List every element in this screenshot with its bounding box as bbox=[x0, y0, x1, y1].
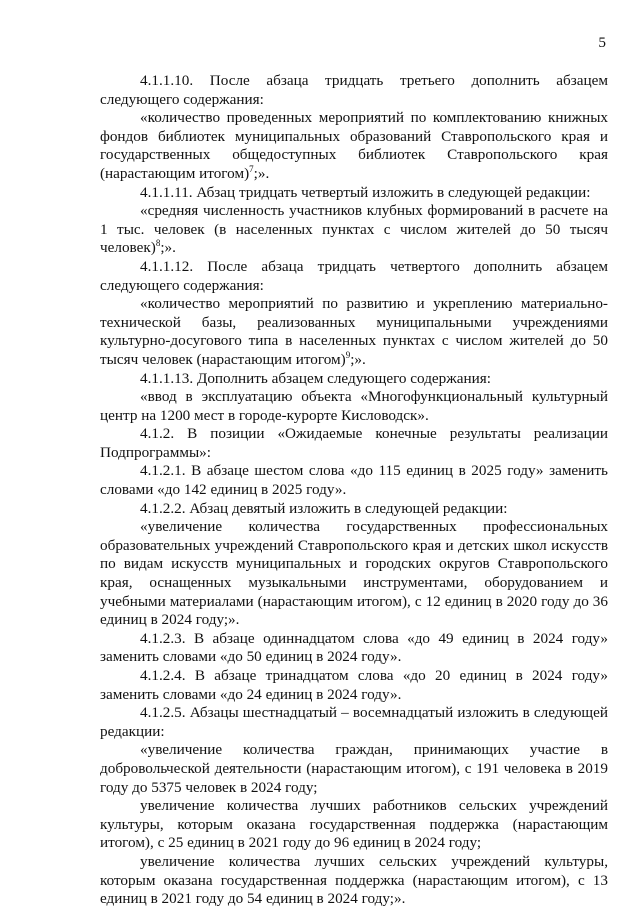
paragraph-text: «увеличение количества государственных профессиональных образовательных учреждений Ставропольского края и детских школ искусств по видам искусств муниципальных и городских округов Ставропольского края, оснащенных музыкальными инструментами, оборудованием и учебными материалами (нарастающим итогом), с 12 единиц в 2020 году до 36 единиц в 2024 году;». bbox=[100, 518, 608, 629]
quote-cultural-center bbox=[100, 388, 608, 425]
paragraph-4-1-1-10 bbox=[100, 72, 608, 109]
quote-books-fund bbox=[100, 109, 608, 183]
paragraph-tail: ;». bbox=[253, 164, 270, 182]
paragraph-text: 4.1.1.11. Абзац тридцать четвертый изложить в следующей редакции: bbox=[140, 183, 591, 201]
paragraph-4-1-1-12 bbox=[100, 258, 608, 295]
paragraph-text: увеличение количества лучших сельских учреждений культуры, которым оказана государственная поддержка (нарастающим итогом), с 13 единиц в 2021 году до 54 единиц в 2024 году;». bbox=[100, 852, 608, 908]
quote-club-participants bbox=[100, 202, 608, 258]
paragraph-text: «средняя численность участников клубных формирований в расчете на 1 тыс. человек (в населенных пунктах с числом жителей до 50 тысяч человек) bbox=[100, 202, 608, 257]
paragraph-4-1-1-13 bbox=[100, 370, 608, 389]
paragraph-text: 4.1.1.10. После абзаца тридцать третьего дополнить абзацем следующего содержания: bbox=[100, 72, 608, 108]
paragraph-text: 4.1.2.5. Абзацы шестнадцатый – восемнадцатый изложить в следующей редакции: bbox=[100, 704, 608, 740]
paragraph-4-1-2-2 bbox=[100, 500, 608, 519]
paragraph-tail: ;». bbox=[350, 350, 366, 368]
paragraph-4-1-2-4 bbox=[100, 667, 608, 704]
paragraph-text: 4.1.2. В позиции «Ожидаемые конечные результаты реализации Подпрограммы»: bbox=[100, 425, 608, 461]
paragraph-text: 4.1.2.3. В абзаце одиннадцатом слова «до 49 единиц в 2024 году» заменить словами «до 50 единиц в 2024 году». bbox=[100, 629, 608, 666]
paragraph-text: «увеличение количества граждан, принимающих участие в добровольческой деятельности (нарастающим итогом), с 191 человека в 2019 году до 5375 человек в 2024 году; bbox=[100, 741, 608, 796]
quote-best-institutions bbox=[100, 853, 608, 909]
paragraph-text: «количество проведенных мероприятий по комплектованию книжных фондов библиотек муниципальных образований Ставропольского края и государственных общедоступных библиотек Ставропольского края (нарастающим итогом) bbox=[100, 109, 608, 182]
paragraph-text: увеличение количества лучших работников сельских учреждений культуры, которым оказана государственная поддержка (нарастающим итогом), с 25 единиц в 2021 году до 96 единиц в 2024 году; bbox=[100, 797, 608, 852]
footnote-ref: 8 bbox=[155, 238, 161, 249]
paragraph-text: 4.1.2.2. Абзац девятый изложить в следующей редакции: bbox=[140, 499, 508, 517]
paragraph-text: 4.1.2.4. В абзаце тринадцатом слова «до 20 единиц в 2024 году» заменить словами «до 24 единиц в 2024 году». bbox=[100, 667, 608, 703]
footnote-ref: 7 bbox=[249, 163, 254, 174]
paragraph-text: 4.1.1.12. После абзаца тридцать четвертого дополнить абзацем следующего содержания: bbox=[100, 257, 608, 294]
paragraph-4-1-1-11 bbox=[100, 184, 608, 203]
footnote-ref: 9 bbox=[345, 349, 351, 360]
page-number: 5 bbox=[598, 34, 606, 51]
paragraph-tail: ;». bbox=[160, 239, 176, 257]
paragraph-text: «ввод в эксплуатацию объекта «Многофункциональный культурный центр на 1200 мест в городе-курорте Кисловодск». bbox=[100, 388, 608, 424]
paragraph-4-1-2-5 bbox=[100, 704, 608, 741]
quote-best-workers bbox=[100, 797, 608, 853]
document-body bbox=[100, 72, 608, 909]
paragraph-4-1-2-3 bbox=[100, 630, 608, 667]
paragraph-text: 4.1.2.1. В абзаце шестом слова «до 115 единиц в 2025 году» заменить словами «до 142 единиц в 2025 году». bbox=[100, 462, 608, 499]
paragraph-4-1-2 bbox=[100, 425, 608, 462]
paragraph-text: 4.1.1.13. Дополнить абзацем следующего содержания: bbox=[140, 369, 491, 387]
paragraph-4-1-2-1 bbox=[100, 462, 608, 499]
paragraph-text: «количество мероприятий по развитию и укреплению материально-технической базы, реализованных муниципальными учреждениями культурно-досугового типа в населенных пунктах с числом жителей до 50 тысяч человек (нарастающим итогом) bbox=[100, 295, 608, 368]
quote-volunteers bbox=[100, 741, 608, 797]
quote-equipped-schools bbox=[100, 518, 608, 630]
quote-material-base bbox=[100, 295, 608, 369]
